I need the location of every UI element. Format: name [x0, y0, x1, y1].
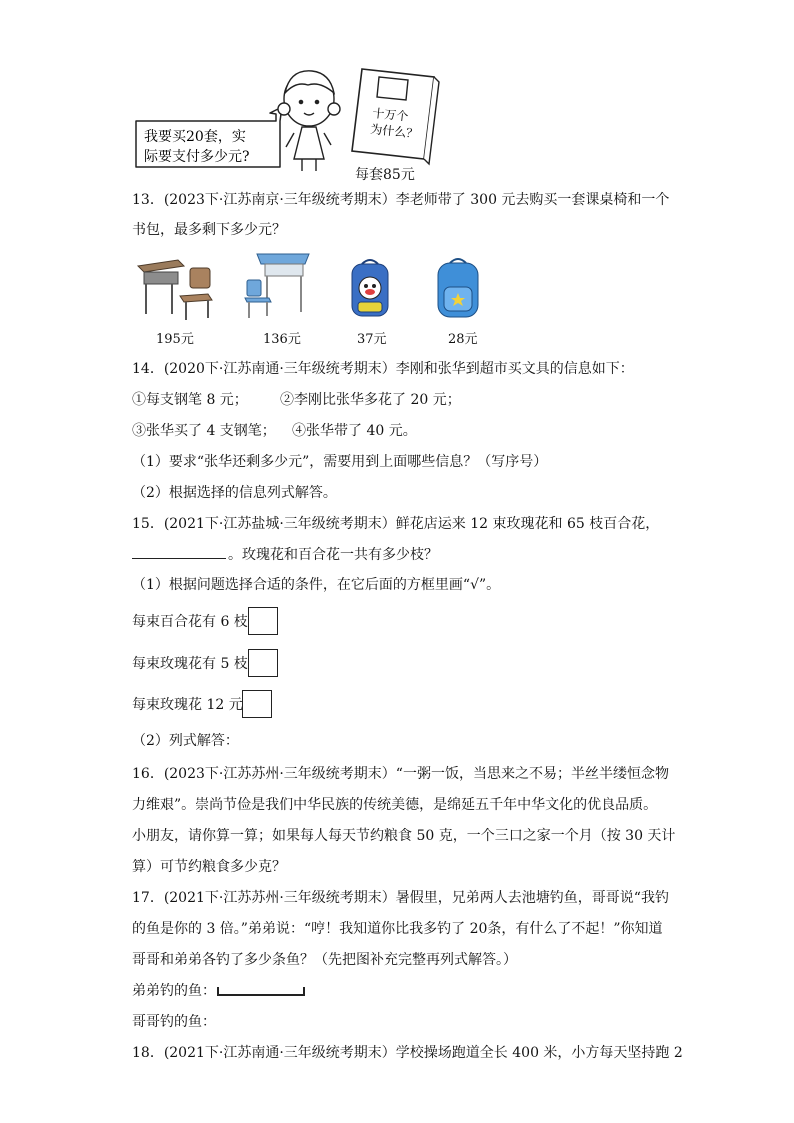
- q16-line-1: 16．(2023下·江苏苏州·三年级统考期末）“一粥一饭，当思来之不易；半丝半缕恒念物: [132, 766, 669, 782]
- blue-desk-icon: [243, 250, 313, 322]
- q17-older-label: 哥哥钓的鱼：: [132, 1014, 216, 1030]
- q14-info-4: ④张华带了 40 元。: [292, 423, 417, 439]
- q15-option-2: 每束玫瑰花有 5 枝: [132, 656, 248, 672]
- q15-line-1: 15．(2021下·江苏盐城·三年级统考期末）鲜花店运来 12 束玫瑰花和 65 枝百合花，: [132, 516, 660, 532]
- monkey-backpack-icon: [346, 258, 394, 320]
- book-title-1: 十万个: [371, 106, 409, 124]
- speech-line-2: 际要支付多少元?: [144, 149, 250, 165]
- blue-backpack-icon: [432, 257, 484, 321]
- q13-line-2: 书包，最多剩下多少元？: [132, 222, 286, 238]
- speech-bubble: [136, 107, 282, 167]
- desk-chair-icon: [132, 256, 218, 326]
- q15-option-3: 每束玫瑰花 12 元: [132, 697, 243, 713]
- q17-younger-label: 弟弟钓的鱼：: [132, 983, 216, 999]
- q15-answer-blank[interactable]: [132, 544, 226, 559]
- q15-option-3-checkbox[interactable]: [242, 690, 272, 718]
- q18-line-1: 18．(2021下·江苏南通·三年级统考期末）学校操场跑道全长 400 米，小方每天坚持跑 2: [132, 1045, 683, 1061]
- q15-option-2-checkbox[interactable]: [248, 649, 278, 677]
- q17-line-1: 17．(2021下·江苏苏州·三年级统考期末）暑假里，兄弟两人去池塘钓鱼，哥哥说“我钓: [132, 890, 669, 906]
- q16-line-3: 小朋友，请你算一算；如果每人每天节约粮食 50 克，一个三口之家一个月（按 30 天计: [132, 828, 676, 844]
- q14-sub-1: （1）要求“张华还剩多少元”，需要用到上面哪些信息？（写序号）: [132, 454, 548, 470]
- speech-line-1: 我要买20套，实: [144, 129, 246, 145]
- younger-brother-bar: [216, 985, 308, 997]
- q14-line-1: 14．(2020下·江苏南通·三年级统考期末）李刚和张华到超市买文具的信息如下：: [132, 361, 634, 377]
- q17-line-3: 哥哥和弟弟各钓了多少条鱼？（先把图补充完整再列式解答。）: [132, 952, 517, 968]
- q13-line-1: 13．(2023下·江苏南京·三年级统考期末）李老师带了 300 元去购买一套课桌椅和一个: [132, 192, 670, 208]
- price-blue-desk: 136元: [263, 332, 301, 347]
- book-title-2: 为什么？: [369, 122, 419, 142]
- q15-option-1-checkbox[interactable]: [248, 607, 278, 635]
- girl-figure: [278, 71, 340, 171]
- price-note: 每套85元: [355, 167, 415, 183]
- q14-info-3: ③张华买了 4 支钢笔；: [132, 423, 276, 439]
- q16-line-4: 算）可节约粮食多少克？: [132, 859, 286, 875]
- q14-sub-2: （2）根据选择的信息列式解答。: [132, 485, 337, 501]
- q15-option-1: 每束百合花有 6 枝: [132, 614, 248, 630]
- q15-sub-2: （2）列式解答：: [132, 733, 239, 749]
- q15-line-2: [132, 544, 438, 565]
- q14-info-1: ①每支钢笔 8 元；: [132, 392, 248, 408]
- q15-sub-1: （1）根据问题选择合适的条件，在它后面的方框里画“√”。: [132, 577, 501, 593]
- q17-line-2: 的鱼是你的 3 倍。”弟弟说：“哼！我知道你比我多钓了 20条，有什么了不起！”你知道: [132, 921, 663, 937]
- price-monkey-backpack: 37元: [357, 332, 387, 347]
- book-icon: [352, 69, 439, 164]
- q16-line-2: 力维艰”。崇尚节俭是我们中华民族的传统美德，是绵延五千年中华文化的优良品质。: [132, 797, 658, 813]
- price-desk-chair: 195元: [156, 332, 194, 347]
- q14-info-2: ②李刚比张华多花了 20 元；: [280, 392, 461, 408]
- price-blue-backpack: 28元: [448, 332, 478, 347]
- q15-line-2-text: 。玫瑰花和百合花一共有多少枝？: [228, 547, 438, 563]
